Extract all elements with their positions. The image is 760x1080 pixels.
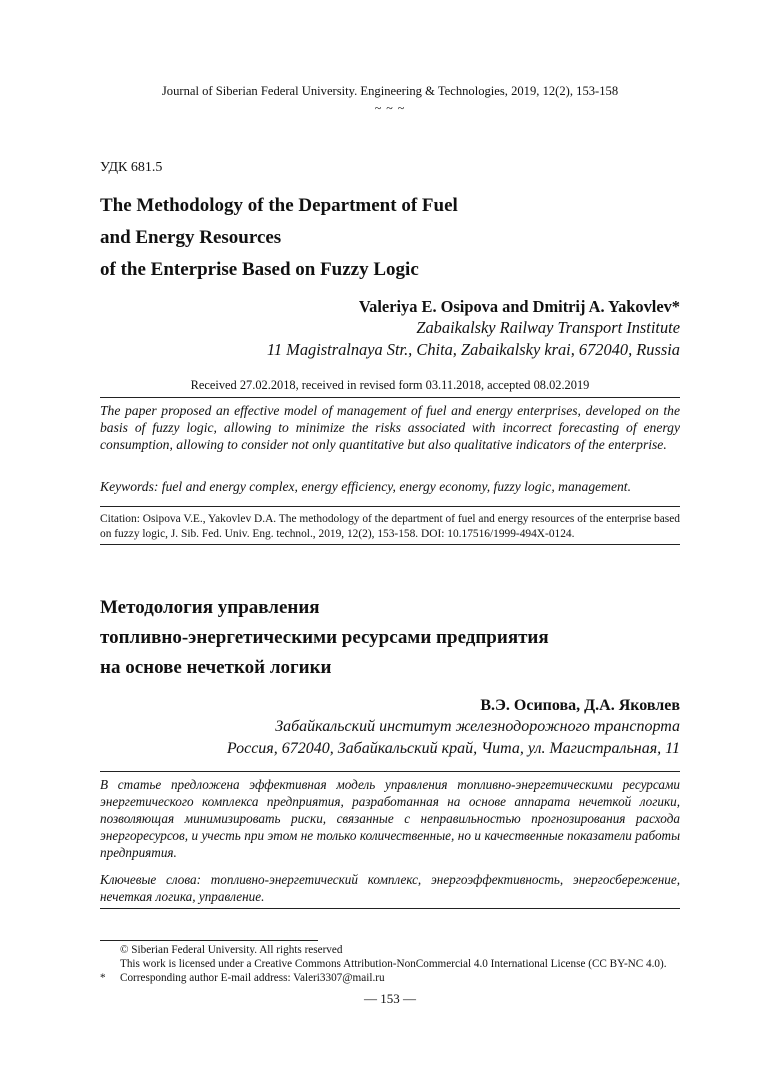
divider (100, 506, 680, 507)
en-title-line-2: and Energy Resources (100, 227, 282, 248)
ru-affiliation-line-2: Россия, 672040, Забайкальский край, Чита, ул. Магистральная, 11 (226, 740, 680, 757)
divider (100, 771, 680, 772)
divider (100, 397, 680, 398)
copyright-note: © Siberian Federal University. All rights reserved (120, 944, 343, 956)
divider (100, 908, 680, 909)
ru-abstract: В статье предложена эффективная модель управления топливно-энергетическими ресурсами энергетического комплекса предприятия, разработанная на основе аппарата нечеткой логики, позволяющая минимизировать риски, связанные с неправильностью прогнозирования расхода энергоресурсов, и учесть при этом не только количественные, но и качественные показатели работы предприятия. (100, 777, 680, 860)
footnote-divider (100, 940, 318, 941)
ru-title-line-1: Методология управления (100, 597, 320, 618)
en-abstract: The paper proposed an effective model of management of fuel and energy enterprises, developed on the basis of fuzzy logic, allowing to minimize the risks associated with incorrect forecasting of energy consumption, allowing to consider not only quantitative but also qualitative indicators of the enterprise. (100, 403, 680, 452)
en-affiliation-line-2: 11 Magistralnaya Str., Chita, Zabaikalsky krai, 672040, Russia (266, 340, 680, 359)
udk-code: УДК 681.5 (100, 160, 163, 175)
footnote-star: * (100, 972, 106, 984)
en-authors: Valeriya E. Osipova and Dmitrij A. Yakovlev* (358, 297, 680, 316)
license-note: This work is licensed under a Creative Commons Attribution-NonCommercial 4.0 International License (CC BY-NC 4.0). (120, 958, 667, 970)
ru-title-line-3: на основе нечеткой логики (100, 657, 332, 678)
page-number: — 153 — (364, 991, 416, 1006)
ru-title-line-2: топливно-энергетическими ресурсами предприятия (100, 627, 549, 648)
en-keywords: Keywords: fuel and energy complex, energy efficiency, energy economy, fuzzy logic, management. (100, 479, 631, 494)
corresponding-author-note: Corresponding author E-mail address: Valeri3307@mail.ru (120, 972, 385, 984)
ru-authors: В.Э. Осипова, Д.А. Яковлев (480, 697, 680, 714)
en-title-line-3: of the Enterprise Based on Fuzzy Logic (100, 259, 419, 280)
en-affiliation-line-1: Zabaikalsky Railway Transport Institute (416, 318, 680, 337)
received-dates: Received 27.02.2018, received in revised form 03.11.2018, accepted 08.02.2019 (190, 378, 590, 392)
ru-affiliation-line-1: Забайкальский институт железнодорожного транспорта (275, 718, 680, 735)
ru-keywords: Ключевые слова: топливно-энергетический комплекс, энергоэффективность, энергосбережение, нечеткая логика, управление. (100, 872, 680, 904)
header-ornament: ~ ~ ~ (374, 101, 406, 115)
journal-header: Journal of Siberian Federal University. Engineering & Technologies, 2019, 12(2), 153-158 (161, 84, 619, 98)
citation: Citation: Osipova V.E., Yakovlev D.A. The methodology of the department of fuel and energy resources of the enterprise based on fuzzy logic, J. Sib. Fed. Univ. Eng. technol., 2019, 12(2), 153-158. DOI: 10.17516/1999-494X-0124. (100, 513, 680, 540)
en-title-line-1: The Methodology of the Department of Fuel (100, 195, 458, 216)
divider (100, 544, 680, 545)
